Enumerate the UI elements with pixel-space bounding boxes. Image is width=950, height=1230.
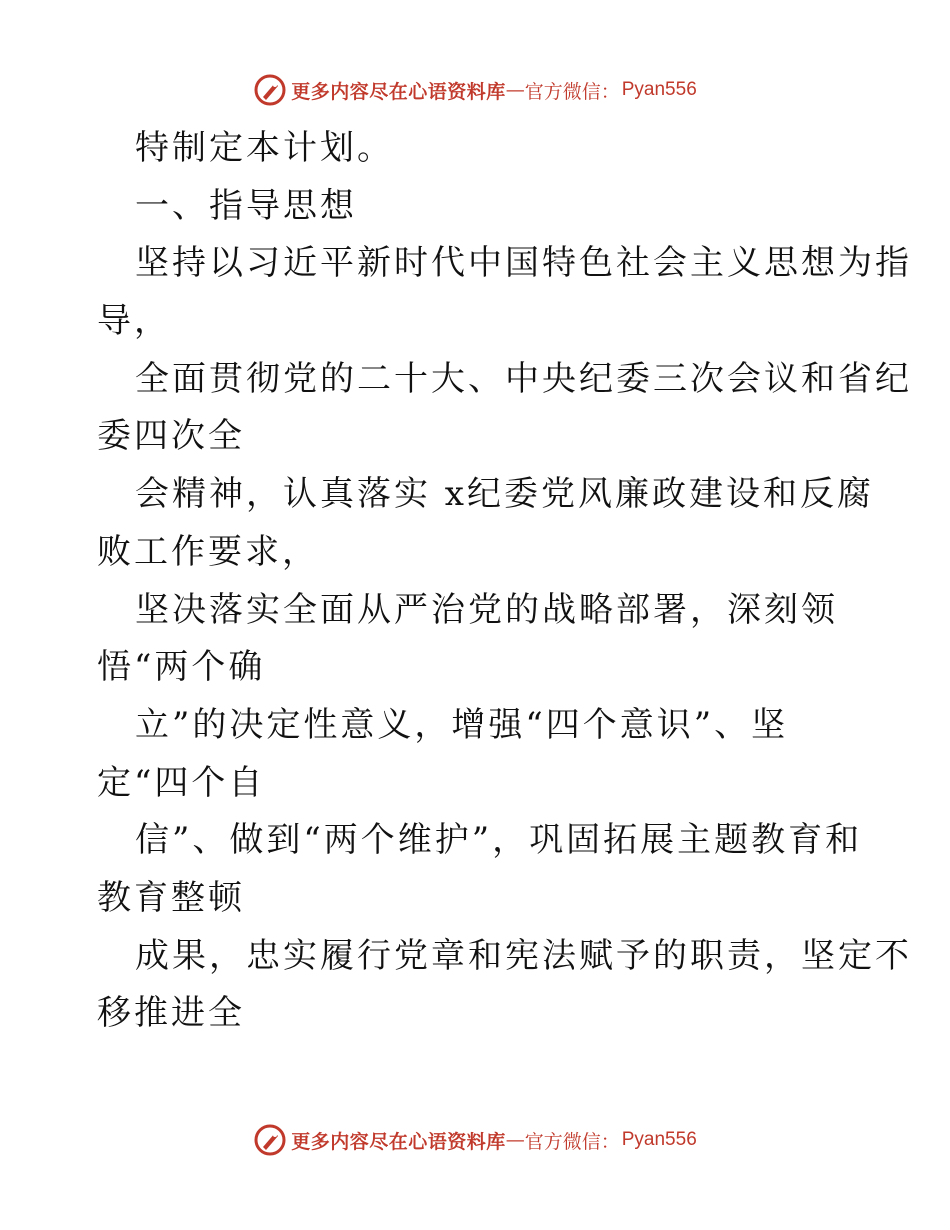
paragraph-line: 全面贯彻党的二十大、中央纪委三次会议和省纪: [135, 358, 912, 399]
pen-nib-logo-icon: [253, 73, 287, 107]
paragraph-line: 导，: [97, 301, 171, 342]
paragraph-line: 坚决落实全面从严治党的战略部署，深刻领: [135, 589, 838, 630]
footer-wechat-id: Pyan556: [621, 1129, 697, 1150]
header-wechat-id: Pyan556: [621, 79, 697, 100]
paragraph-line: 定“四个自: [97, 762, 266, 803]
header-text: 更多内容尽在心语资料库: [291, 80, 506, 103]
footer-separator: —: [505, 1129, 525, 1151]
paragraph-line: 移推进全: [97, 993, 245, 1034]
paragraph-line: 败工作要求，: [97, 531, 319, 572]
footer-label: 官方微信：: [524, 1130, 620, 1153]
document-body: [97, 120, 912, 1043]
paragraph-line: 成果，忠实履行党章和宪法赋予的职责，坚定不: [135, 935, 912, 976]
paragraph-line: 委四次全: [97, 416, 245, 457]
paragraph-line: 特制定本计划。: [135, 128, 394, 168]
paragraph-line: 教育整顿: [97, 877, 245, 918]
paragraph-line: 悟“两个确: [97, 647, 266, 688]
header-banner: [0, 70, 950, 110]
paragraph-line: 信”、做到“两个维护”，巩固拓展主题教育和: [135, 820, 863, 861]
header-label: 官方微信：: [524, 80, 620, 103]
section-heading: 一、指导思想: [135, 185, 357, 226]
paragraph-line: 会精神，认真落实 x纪委党风廉政建设和反腐: [135, 474, 874, 515]
footer-text: 更多内容尽在心语资料库: [291, 1130, 506, 1153]
header-separator: —: [505, 79, 525, 101]
paragraph-line: 立”的决定性意义，增强“四个意识”、坚: [135, 704, 789, 745]
footer-banner: [0, 1120, 950, 1160]
pen-nib-logo-icon: [253, 1123, 287, 1157]
paragraph-line: 坚持以习近平新时代中国特色社会主义思想为指: [135, 243, 912, 284]
